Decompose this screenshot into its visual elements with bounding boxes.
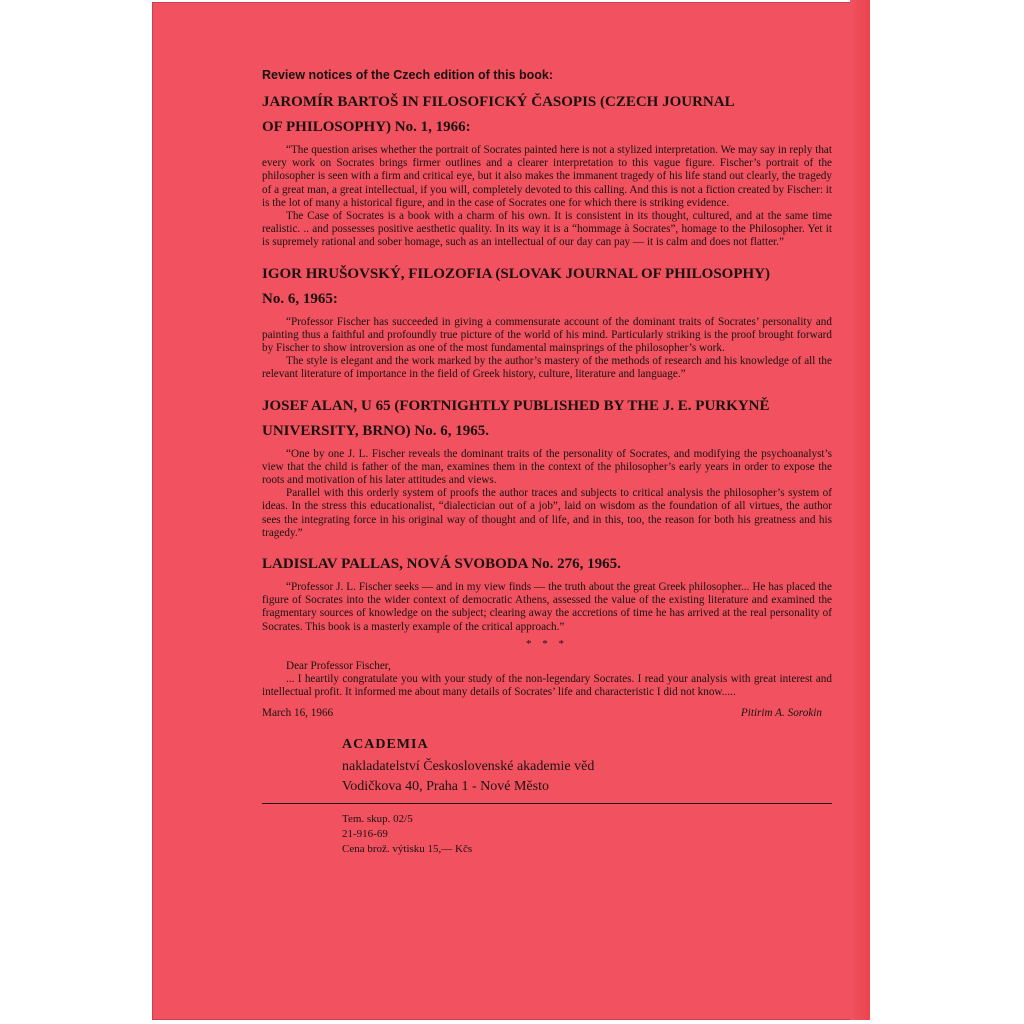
review-heading: IGOR HRUŠOVSKÝ, FILOZOFIA (SLOVAK JOURNAL OF PHILOSOPHY) No. 6, 1965: — [262, 265, 770, 307]
letter-body: ... I heartily congratulate you with your study of the non-legendary Socrates. I read your analysis with great interest and intellectual profit. It informed me about many details of Socrates’ life and characteristic I did not know..... — [262, 673, 832, 699]
review-paragraph: “One by one J. L. Fischer reveals the dominant traits of the personality of Socrates, and modifying the psychoanalyst’s view that the child is father of the man, examines them in the context of the philosopher’s early years in order to expose the roots and motivation of his later attitudes and views. — [262, 447, 832, 487]
code-line: 21-916-69 — [342, 827, 388, 840]
catalog-codes — [342, 812, 832, 857]
sorokin-letter — [262, 660, 832, 721]
review-pallas — [262, 552, 832, 634]
letter-footer — [262, 707, 832, 720]
letter-signature: Pitirim A. Sorokin — [740, 707, 822, 720]
review-heading: JAROMÍR BARTOŠ IN FILOSOFICKÝ ČASOPIS (CZECH JOURNAL OF PHILOSOPHY) No. 1, 1966: — [262, 94, 735, 135]
section-separator: * * * — [526, 637, 568, 650]
review-bartos — [262, 90, 832, 250]
review-paragraph: “Professor J. L. Fischer seeks — and in my view finds — the truth about the great Greek philosopher... He has placed the figure of Socrates into the wider context of democratic Athens, assessed the value of the existing literature and examined the fragmentary sources of knowledge on the subject; clearing away the accretions of time he has arrived at the real personality of Socrates. This book is a masterly example of the critical approach.” — [262, 581, 832, 633]
price-line: Cena brož. výtisku 15,— Kčs — [342, 842, 473, 855]
publisher-block — [342, 737, 832, 797]
review-heading: LADISLAV PALLAS, NOVÁ SVOBODA No. 276, 1965. — [262, 556, 621, 573]
review-paragraph: Parallel with this orderly system of proofs the author traces and subjects to critical analysis the philosopher’s system of ideas. In the stress this educationalist, “dialectician out of a job”, laid on wisdom as the foundation of all virtues, the author sees the integrating force in his original way of thought and of life, and in this, too, the reason for both his greatness and his tragedy.” — [262, 487, 832, 539]
code-line: Tem. skup. 02/5 — [342, 812, 413, 825]
review-paragraph: The Case of Socrates is a book with a charm of his own. It is consistent in its thought, cultured, and at the same time realistic. .. and possesses positive aesthetic quality. In its way it is a “hommage à Socrates”, homage to the Philosopher. Yet it is supremely rational and sober homage, such as an intellectual of our day can pay — it is calm and does not flatter.” — [262, 210, 832, 249]
review-alan — [262, 394, 832, 540]
review-hrusovsky — [262, 262, 832, 382]
cover-text — [262, 68, 832, 857]
publisher-address: Vodičkova 40, Praha 1 - Nové Město — [342, 778, 549, 794]
review-paragraph: “Professor Fischer has succeeded in giving a commensurate account of the dominant traits of Socrates’ personality and painting thus a faithful and profoundly true picture of the world of his mind. Particularly striking is the proof brought forward by Fischer to show introversion as one of the most fundamental mainsprings of the philosopher’s work. — [262, 315, 832, 355]
letter-salutation: Dear Professor Fischer, — [286, 659, 391, 672]
intro-line: Review notices of the Czech edition of this book: — [262, 68, 553, 82]
book-spine-edge — [850, 0, 870, 1020]
divider — [262, 803, 832, 804]
letter-date: March 16, 1966 — [262, 707, 334, 720]
review-paragraph: “The question arises whether the portrait of Socrates painted here is not a stylized interpretation. We may say in reply that every work on Socrates brings firmer outlines and a clearer interpretation to this vague figure. Fischer’s portrait of the philosopher is seen with a firm and critical eye, but it also makes the immanent tragedy of his life stand out clearly, the tragedy of a great man, a great intellectual, if you will, completely devoted to this calling. And this is not a fiction created by Fischer: it is the lot of many a historical figure, and in the case of Socrates one for which there is striking evidence. — [262, 144, 832, 209]
publisher-line: nakladatelství Československé akademie věd — [342, 758, 595, 774]
review-heading: JOSEF ALAN, U 65 (FORTNIGHTLY PUBLISHED BY THE J. E. PURKYNĚ UNIVERSITY, BRNO) No. 6, 1965. — [262, 397, 770, 439]
review-paragraph: The style is elegant and the work marked by the author’s mastery of the methods of research and his knowledge of all the relevant literature of importance in the field of Greek history, culture, literature and language.” — [262, 355, 832, 381]
publisher-name: ACADEMIA — [342, 736, 429, 752]
